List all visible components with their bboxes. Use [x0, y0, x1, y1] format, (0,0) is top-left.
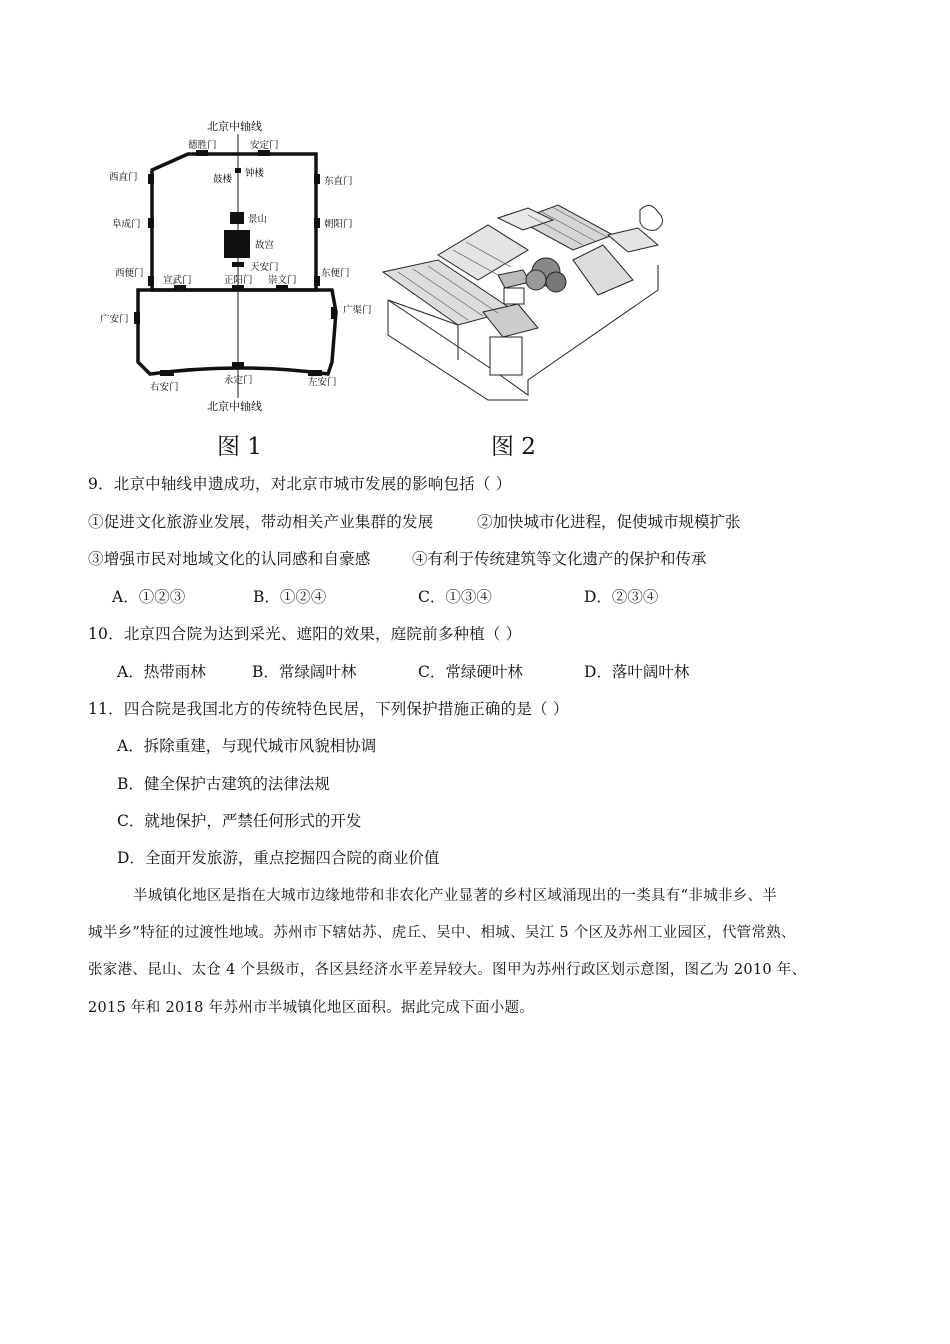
- q10-option-d[interactable]: D．落叶阔叶林: [584, 663, 690, 681]
- gate-marker: [148, 174, 154, 184]
- gate-marker: [331, 307, 337, 319]
- label-xibian: 西便门: [115, 268, 144, 279]
- q9-option-d[interactable]: D．②③④: [584, 588, 659, 606]
- label-chaoyang: 朝阳门: [324, 219, 353, 230]
- q9-stem: 9．北京中轴线申遗成功，对北京市城市发展的影响包括（ ）: [88, 475, 512, 493]
- gate-marker: [314, 276, 320, 286]
- q9-option-b[interactable]: B．①②④: [253, 588, 327, 606]
- q11-option-a[interactable]: A．拆除重建，与现代城市风貌相协调: [117, 737, 377, 755]
- label-dongzhi: 东直门: [324, 176, 353, 187]
- label-desheng: 德胜门: [188, 140, 217, 151]
- axis-label-bottom: 北京中轴线: [207, 400, 262, 413]
- gate-marker: [134, 312, 140, 324]
- label-dongbian: 东便门: [321, 268, 350, 279]
- tiananmen-block: [232, 262, 244, 267]
- passage-line-2: 城半乡”特征的过渡性地域。苏州市下辖姑苏、虎丘、吴中、相城、吴江 5 个区及苏州工业园区，代管常熟、: [88, 925, 796, 941]
- gate-marker: [308, 370, 322, 376]
- q9-item1: ①促进文化旅游业发展，带动相关产业集群的发展: [88, 513, 434, 531]
- beijing-axis-map: [100, 112, 385, 422]
- label-youan: 右安门: [150, 382, 179, 393]
- q9-item4: ④有利于传统建筑等文化遗产的保护和传承: [412, 550, 707, 568]
- q9-item3: ③增强市民对地域文化的认同感和自豪感: [88, 550, 371, 568]
- passage-line-3: 张家港、昆山、太仓 4 个县级市，各区县经济水平差异较大。图甲为苏州行政区划示意图，图乙为 2010 年、: [88, 962, 807, 978]
- q10-option-b[interactable]: B．常绿阔叶林: [252, 663, 357, 681]
- q11-option-d[interactable]: D．全面开发旅游，重点挖掘四合院的商业价值: [117, 849, 440, 867]
- label-xizhi: 西直门: [109, 172, 138, 183]
- label-guangan: 广安门: [100, 314, 129, 325]
- forbidden-city-block: [224, 230, 250, 258]
- q9-option-a[interactable]: A．①②③: [112, 588, 186, 606]
- label-anding: 安定门: [250, 140, 279, 151]
- label-jingshan: 景山: [248, 214, 268, 225]
- label-yongding: 永定门: [224, 375, 253, 386]
- jingshan-block: [230, 212, 244, 224]
- label-chongwen: 崇文门: [268, 275, 297, 286]
- q11-option-b[interactable]: B．健全保护古建筑的法律法规: [117, 775, 330, 793]
- label-zhonglou: 钟楼: [245, 168, 265, 179]
- q9-item2: ②加快城市化进程，促使城市规模扩张: [477, 513, 741, 531]
- outer-city-wall: [138, 290, 336, 374]
- siheyuan-illustration: [378, 200, 668, 405]
- q10-option-a[interactable]: A．热带雨林: [117, 663, 206, 681]
- label-zuoan: 左安门: [308, 377, 337, 388]
- q9-option-c[interactable]: C．①③④: [418, 588, 492, 606]
- label-tiananmen: 天安门: [250, 262, 279, 273]
- label-xuanwu: 宣武门: [163, 275, 192, 286]
- passage-line-4: 2015 年和 2018 年苏州市半城镇化地区面积。据此完成下面小题。: [88, 1000, 535, 1016]
- gate-marker: [160, 370, 174, 376]
- figure1-caption: 图 1: [217, 434, 262, 460]
- gate-marker: [314, 218, 320, 228]
- label-gulou: 鼓楼: [213, 174, 233, 185]
- q11-option-c[interactable]: C．就地保护，严禁任何形式的开发: [117, 812, 362, 830]
- q10-stem: 10．北京四合院为达到采光、遮阳的效果，庭院前多种植（ ）: [88, 625, 522, 643]
- figure2-caption: 图 2: [491, 434, 536, 460]
- label-zhengyang: 正阳门: [224, 275, 253, 286]
- label-gugong: 故宫: [255, 240, 275, 251]
- label-guangqu: 广渠门: [343, 305, 372, 316]
- label-fucheng: 阜成门: [112, 219, 141, 230]
- q10-option-c[interactable]: C．常绿硬叶林: [418, 663, 523, 681]
- q11-stem: 11．四合院是我国北方的传统特色民居，下列保护措施正确的是（ ）: [88, 700, 569, 718]
- gate-marker: [232, 362, 244, 368]
- gate-marker: [148, 218, 154, 228]
- passage-line-1: 半城镇化地区是指在大城市边缘地带和非农化产业显著的乡村区域涌现出的一类具有“非城非乡、半: [133, 888, 778, 904]
- gate-marker: [148, 276, 154, 286]
- gate-marker: [314, 174, 320, 184]
- axis-label-top: 北京中轴线: [207, 120, 262, 133]
- bell-drum-tower: [235, 168, 241, 173]
